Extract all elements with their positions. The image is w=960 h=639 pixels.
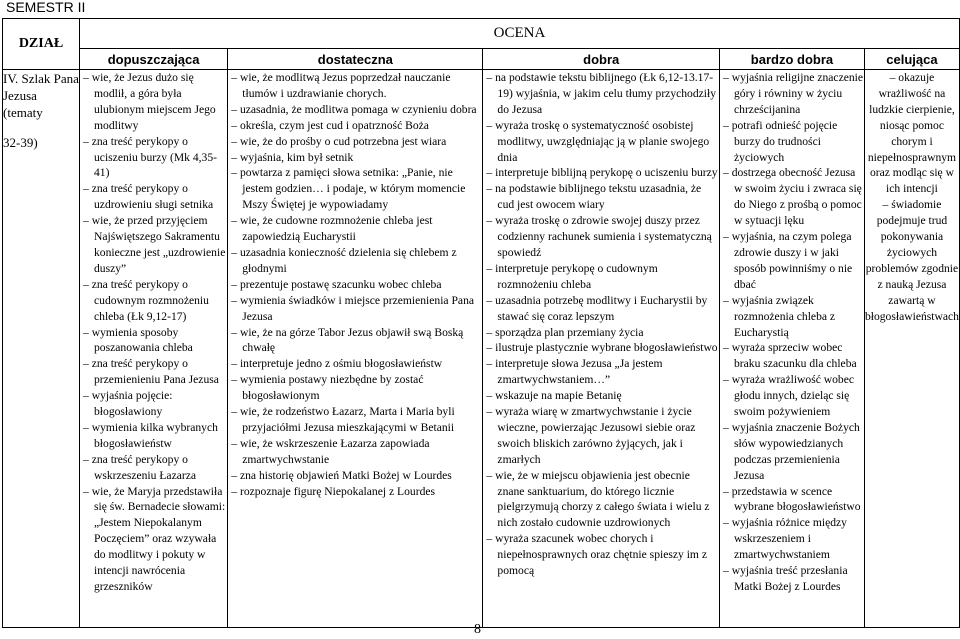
- requirement-item: – wymienia kilka wybranych błogosławieństw: [80, 420, 227, 452]
- requirement-item: – okazuje wrażliwość na ludzkie cierpienie, niosąc pomoc chorym i niepełnosprawnym oraz modląc się w ich intencji: [865, 70, 959, 197]
- requirement-item: – określa, czym jest cud i opatrzność Boża: [228, 118, 482, 134]
- requirement-item: – uzasadnia konieczność dzielenia się chlebem z głodnymi: [228, 245, 482, 277]
- requirement-item: – zna historię objawień Matki Bożej w Lourdes: [228, 468, 482, 484]
- requirement-item: – wyjaśnia treść przesłania Matki Bożej z Lourdes: [720, 563, 864, 595]
- requirements-list: [865, 70, 959, 325]
- requirement-item: – interpretuje perykopę o cudownym rozmnożeniu chleba: [483, 261, 719, 293]
- requirement-item: – interpretuje biblijną perykopę o uciszeniu burzy: [483, 165, 719, 181]
- requirement-item: – wie, że rodzeństwo Łazarz, Marta i Maria byli przyjaciółmi Jezusa mieszkającymi w Betanii: [228, 404, 482, 436]
- requirement-item: – sporządza plan przemiany życia: [483, 325, 719, 341]
- column-bardzo-dobra: [720, 70, 865, 628]
- requirement-item: – wie, że w miejscu objawienia jest obecnie znane sanktuarium, do którego licznie pielgrzymują chorzy z całego świata i wielu z nich zostało cudownie uzdrowionych: [483, 468, 719, 532]
- header-dzial: DZIAŁ: [3, 19, 80, 70]
- requirement-item: – rozpoznaje figurę Niepokalanej z Lourdes: [228, 484, 482, 500]
- column-dopuszczajaca: [80, 70, 228, 628]
- requirement-item: – wyjaśnia pojęcie: błogosławiony: [80, 388, 227, 420]
- requirement-item: – potrafi odnieść pojęcie burzy do trudności życiowych: [720, 118, 864, 166]
- requirement-item: – interpretuje jedno z ośmiu błogosławieństw: [228, 356, 482, 372]
- requirement-item: – zna treść perykopy o wskrzeszeniu Łazarza: [80, 452, 227, 484]
- topic-name: IV. Szlak Pana Jezusa (tematy: [3, 71, 79, 120]
- requirement-item: – wymienia świadków i miejsce przemienienia Pana Jezusa: [228, 293, 482, 325]
- topic-range: 32-39): [3, 135, 38, 150]
- requirement-item: – wyraża wiarę w zmartwychwstanie i życie wieczne, powierzając Jezusowi siebie oraz swoich bliskich zarówno żyjących, jak i zmarłych: [483, 404, 719, 468]
- requirement-item: – wyjaśnia religijne znaczenie góry i równiny w życiu chrześcijanina: [720, 70, 864, 118]
- header-grade-dopuszczajaca: dopuszczająca: [80, 49, 228, 70]
- column-dobra: [483, 70, 720, 628]
- requirements-list: [228, 70, 482, 499]
- header-grade-bardzo-dobra: bardzo dobra: [720, 49, 865, 70]
- header-grade-celujaca: celująca: [864, 49, 959, 70]
- requirement-item: – wie, że cudowne rozmnożenie chleba jest zapowiedzią Eucharystii: [228, 213, 482, 245]
- requirement-item: – prezentuje postawę szacunku wobec chleba: [228, 277, 482, 293]
- requirement-item: – powtarza z pamięci słowa setnika: „Panie, nie jestem godzien… i podaje, w którym momencie Mszy Świętej je wypowiadamy: [228, 165, 482, 213]
- requirement-item: – wie, że modlitwą Jezus poprzedzał nauczanie tłumów i uzdrawianie chorych.: [228, 70, 482, 102]
- header-ocena: OCENA: [80, 19, 960, 49]
- requirement-item: – zna treść perykopy o uzdrowieniu sługi setnika: [80, 181, 227, 213]
- requirement-item: – interpretuje słowa Jezusa „Ja jestem zmartwychwstaniem…”: [483, 356, 719, 388]
- requirement-item: – dostrzega obecność Jezusa w swoim życiu i zwraca się do Niego z prośbą o pomoc w sytuacji lęku: [720, 165, 864, 229]
- grading-table: [2, 18, 960, 628]
- requirement-item: – wymienia postawy niezbędne by zostać błogosławionym: [228, 372, 482, 404]
- requirement-item: – wie, że do prośby o cud potrzebna jest wiara: [228, 134, 482, 150]
- requirement-item: – wyraża szacunek wobec chorych i niepełnosprawnych oraz chętnie spieszy im z pomocą: [483, 531, 719, 579]
- requirement-item: – wyjaśnia znaczenie Bożych słów wypowiedzianych podczas przemienienia Jezusa: [720, 420, 864, 484]
- requirements-list: [720, 70, 864, 595]
- requirement-item: – wie, że Jezus dużo się modlił, a góra była ulubionym miejscem Jego modlitwy: [80, 70, 227, 134]
- requirement-item: – przedstawia w scence wybrane błogosławieństwo: [720, 484, 864, 516]
- requirement-item: – świadomie podejmuje trud pokonywania życiowych problemów zgodnie z nauką Jezusa zawartą w błogosławieństwach: [865, 197, 959, 324]
- topic-cell: [3, 70, 80, 628]
- column-dostateczna: [228, 70, 483, 628]
- requirement-item: – wyjaśnia, kim był setnik: [228, 150, 482, 166]
- requirement-item: – wyjaśnia różnice między wskrzeszeniem i zmartwychwstaniem: [720, 515, 864, 563]
- requirement-item: – uzasadnia, że modlitwa pomaga w czynieniu dobra: [228, 102, 482, 118]
- requirement-item: – wyjaśnia związek rozmnożenia chleba z Eucharystią: [720, 293, 864, 341]
- requirement-item: – wyraża sprzeciw wobec braku szacunku dla chleba: [720, 340, 864, 372]
- requirement-item: – zna treść perykopy o cudownym rozmnożeniu chleba (Łk 9,12-17): [80, 277, 227, 325]
- header-grade-dobra: dobra: [483, 49, 720, 70]
- requirement-item: – wie, że Maryja przedstawiła się św. Bernadecie słowami: „Jestem Niepokalanym Poczęciem” oraz wzywała do modlitwy i pokuty w intencji nawrócenia grzeszników: [80, 484, 227, 595]
- requirement-item: – wie, że na górze Tabor Jezus objawił swą Boską chwałę: [228, 325, 482, 357]
- requirement-item: – zna treść perykopy o przemienieniu Pana Jezusa: [80, 356, 227, 388]
- requirement-item: – wyraża wrażliwość wobec głodu innych, dzieląc się swoim pożywieniem: [720, 372, 864, 420]
- requirement-item: – na podstawie tekstu biblijnego (Łk 6,12-13.17-19) wyjaśnia, w jakim celu tłumy przychodziły do Jezusa: [483, 70, 719, 118]
- semester-label: SEMESTR II: [6, 0, 86, 15]
- requirement-item: – wskazuje na mapie Betanię: [483, 388, 719, 404]
- requirement-item: – na podstawie biblijnego tekstu uzasadnia, że cud jest owocem wiary: [483, 181, 719, 213]
- requirements-list: [80, 70, 227, 595]
- requirement-item: – wyraża troskę o zdrowie swojej duszy przez codzienny rachunek sumienia i systematyczną spowiedź: [483, 213, 719, 261]
- page-number: 8: [474, 622, 481, 637]
- requirement-item: – wyraża troskę o systematyczność osobistej modlitwy, uwzględniając ją w planie swojego dnia: [483, 118, 719, 166]
- requirement-item: – wie, że przed przyjęciem Najświętszego Sakramentu konieczne jest „uzdrowienie duszy”: [80, 213, 227, 277]
- requirements-list: [483, 70, 719, 579]
- requirement-item: – zna treść perykopy o uciszeniu burzy (Mk 4,35-41): [80, 134, 227, 182]
- requirement-item: – uzasadnia potrzebę modlitwy i Eucharystii by stawać się coraz lepszym: [483, 293, 719, 325]
- column-celujaca: [864, 70, 959, 628]
- header-grade-dostateczna: dostateczna: [228, 49, 483, 70]
- requirement-item: – wie, że wskrzeszenie Łazarza zapowiada zmartwychwstanie: [228, 436, 482, 468]
- requirement-item: – wymienia sposoby poszanowania chleba: [80, 325, 227, 357]
- requirement-item: – ilustruje plastycznie wybrane błogosławieństwo: [483, 340, 719, 356]
- requirement-item: – wyjaśnia, na czym polega zdrowie duszy i w jaki sposób powinniśmy o nie dbać: [720, 229, 864, 293]
